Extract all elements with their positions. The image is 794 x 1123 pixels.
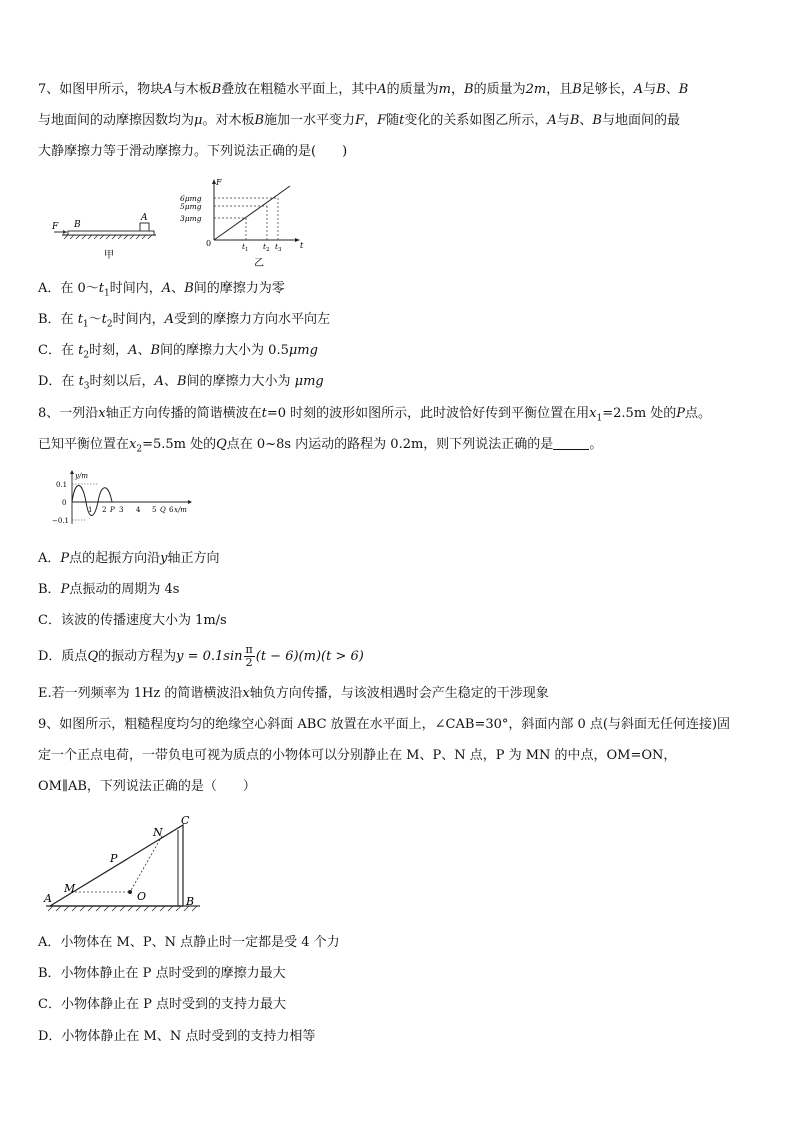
incline-label-n: N xyxy=(153,826,163,839)
q7-option-d[interactable]: D．在 $t_3$时刻以后，A、B间的摩擦力大小为 μmg xyxy=(38,374,324,392)
equation: y = 0.1sin xyxy=(176,649,243,664)
yi-origin: 0 xyxy=(206,239,212,248)
wave-y-axis-arrow xyxy=(70,470,74,474)
q7-option-b[interactable]: B．在 $t_1\sim t_2$时间内，A受到的摩擦力方向水平向左 xyxy=(38,312,331,330)
label-f: F xyxy=(52,222,59,232)
wave-tick-4: 4 xyxy=(136,506,141,514)
yi-tick-t2: $t_2$ xyxy=(263,242,270,253)
q9-stem-line-3: OM∥AB，下列说法正确的是（ ） xyxy=(38,779,256,794)
q8-option-a[interactable]: A．P点的起振方向沿y轴正方向 xyxy=(38,551,220,566)
caption-yi: 乙 xyxy=(254,258,264,268)
q8-option-b[interactable]: B．P点振动的周期为 4s xyxy=(38,582,180,597)
wave-tick-1: 1 xyxy=(88,506,93,514)
incline-label-m: M xyxy=(64,882,76,895)
q9-option-b[interactable]: B．小物体静止在 P 点时受到的摩擦力最大 xyxy=(38,966,286,981)
q9-option-a[interactable]: A．小物体在 M、P、N 点静止时一定都是受 4 个力 xyxy=(38,935,340,950)
wave-label-p: P xyxy=(110,506,115,514)
wave-y-top: 0.1 xyxy=(56,481,68,489)
wave-ylabel: y/m xyxy=(75,472,88,480)
yi-label-t: t xyxy=(300,241,304,250)
incline-ground-hatch xyxy=(46,906,200,911)
q8-wave-figure xyxy=(50,468,200,528)
incline-label-b: B xyxy=(186,895,195,908)
q7-stem-line-2: 与地面间的动摩擦因数均为μ。对木板B施加一水平变力F，F随t变化的关系如图乙所示，A与B、B与地面间的最 xyxy=(38,113,680,128)
yi-label-f: F xyxy=(216,178,222,187)
q8-option-e[interactable]: E.若一列频率为 1Hz 的简谐横波沿x轴负方向传播，与该波相遇时会产生稳定的干涉现象 xyxy=(38,686,549,701)
q7-stem-line-1: 7、如图甲所示，物块A与木板B叠放在粗糙水平面上，其中A的质量为m，B的质量为2m，且B足够长，A与B、B xyxy=(38,82,689,97)
q7-stem-line-3: 大静摩擦力等于滑动摩擦力。下列说法正确的是( ) xyxy=(38,144,348,159)
charge-o xyxy=(128,890,132,894)
q8-stem-line-1: 8、一列沿x轴正方向传播的简谐横波在t=0 时刻的波形如图所示，此时波恰好传到平衡位置在用$x_1=2.5m$ 处的P点。 xyxy=(38,406,712,424)
wave-y-zero: 0 xyxy=(62,499,67,507)
q7-figure-jia xyxy=(48,205,168,265)
yi-tick-6: 6μmg xyxy=(180,194,202,203)
wave-y-bot: −0.1 xyxy=(52,517,69,525)
q8-stem-line-2: 已知平衡位置在$x_2=5.5m$ 处的Q点在 0~8s 内运动的路程为 0.2m，则下列说法正确的是 。 xyxy=(38,437,603,455)
yi-tick-t3: $t_3$ xyxy=(275,242,282,253)
answer-blank[interactable] xyxy=(553,437,589,450)
q9-option-d[interactable]: D．小物体静止在 M、N 点时受到的支持力相等 xyxy=(38,1029,316,1044)
label-a: A xyxy=(141,213,148,223)
q8-option-c[interactable]: C．该波的传播速度大小为 1m/s xyxy=(38,613,227,628)
wave-label-q: Q xyxy=(160,506,166,514)
wave-x-axis-arrow xyxy=(188,500,192,504)
q9-stem-line-1: 9、如图所示，粗糙程度均匀的绝缘空心斜面 ABC 放置在水平面上，∠CAB=30°，斜面内部 0 点(与斜面无任何连接)固 xyxy=(38,717,731,732)
yi-tick-3: 3μmg xyxy=(180,214,202,223)
incline-label-c: C xyxy=(181,814,190,827)
caption-jia: 甲 xyxy=(104,250,114,261)
incline-label-p: P xyxy=(110,852,118,865)
ground-hatch xyxy=(62,235,156,239)
wave-tick-3: 3 xyxy=(119,506,124,514)
force-line xyxy=(214,186,290,240)
incline-label-a: A xyxy=(44,892,52,905)
q7-option-a[interactable]: A．在 $0\sim t_1$时间内，A、B间的摩擦力为零 xyxy=(38,281,285,299)
q7-option-c[interactable]: C．在 $t_2$时刻，A、B间的摩擦力大小为 0.5μmg xyxy=(38,343,318,361)
q9-option-c[interactable]: C．小物体静止在 P 点时受到的支持力最大 xyxy=(38,997,286,1012)
fraction-pi-over-2: $\frac{\pi}{2}$ xyxy=(245,643,253,669)
label-b: B xyxy=(74,220,81,230)
q9-stem-line-2: 定一个正点电荷，一带负电可视为质点的小物体可以分别静止在 M、P、N 点，P 为 MN 的中点，OM=ON， xyxy=(38,748,677,763)
wave-tick-2: 2 xyxy=(102,506,107,514)
block-a xyxy=(140,223,149,231)
q9-incline-figure xyxy=(40,810,210,916)
wave-tick-6: 6 xyxy=(169,506,174,514)
incline-label-o: O xyxy=(137,890,147,903)
wave-xlabel: x/m xyxy=(174,506,187,514)
q8-option-d[interactable]: D．质点Q的振动方程为y = 0.1sin $\frac{\pi}{2}$ (t − 6)(m)(t > 6) xyxy=(38,643,364,669)
board-b xyxy=(68,231,154,235)
wave-tick-5: 5 xyxy=(152,506,157,514)
yi-tick-5: 5μmg xyxy=(180,202,202,211)
q7-figure-yi xyxy=(170,176,310,268)
yi-tick-t1: $t_1$ xyxy=(242,242,249,253)
force-arrow-head xyxy=(63,230,67,234)
